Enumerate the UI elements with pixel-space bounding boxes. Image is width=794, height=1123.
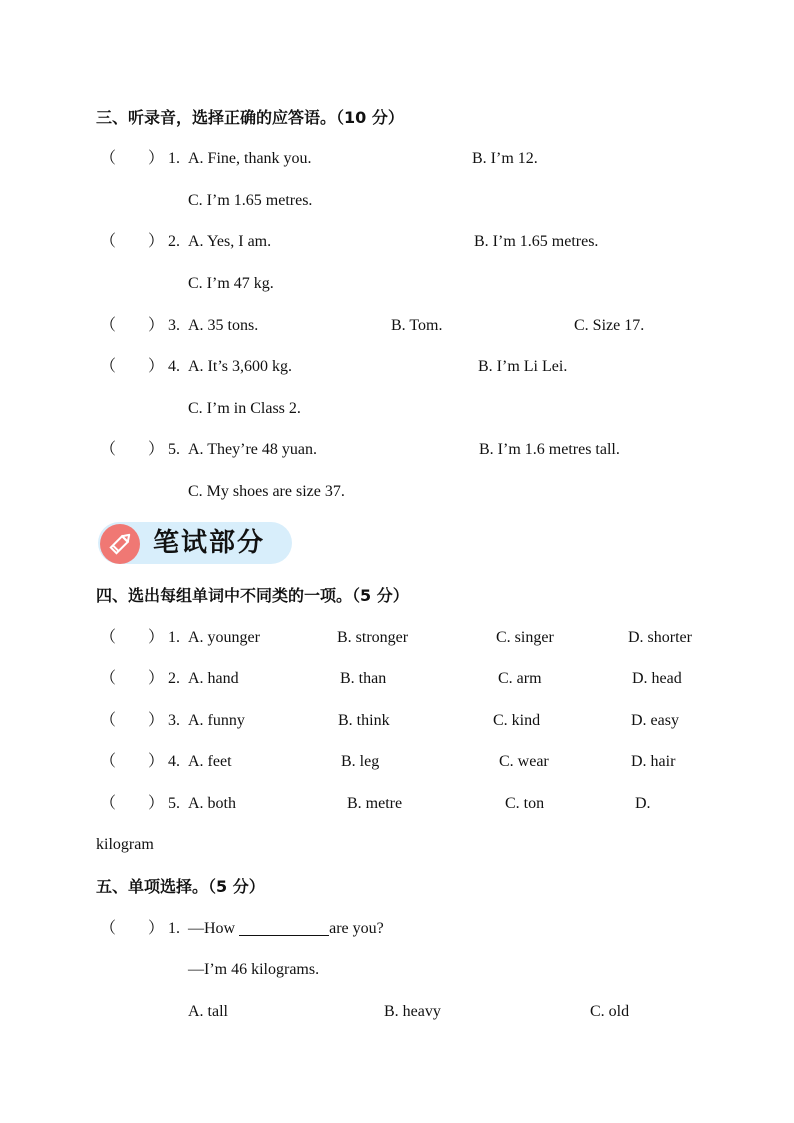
option-a: A. funny (188, 712, 245, 729)
answer-paren[interactable]: （ ） (100, 712, 165, 729)
question-number: 1. (168, 629, 180, 646)
option-c: C. wear (499, 753, 549, 770)
option-a: A. both (188, 795, 236, 812)
option-a: A. It’s 3,600 kg. (188, 358, 292, 375)
option-a: A. feet (188, 753, 232, 770)
option-a: A. 35 tons. (188, 317, 259, 334)
option-b: B. I’m 1.65 metres. (474, 233, 599, 250)
option-a: A. Fine, thank you. (188, 150, 312, 167)
answer-paren[interactable]: （ ） (100, 358, 165, 375)
question-prefix: —How (188, 920, 240, 937)
question-number: 3. (168, 317, 180, 334)
option-c: C. My shoes are size 37. (188, 483, 345, 500)
answer-paren[interactable]: （ ） (100, 317, 165, 334)
option-c: C. old (590, 1003, 630, 1020)
answer-paren[interactable]: （ ） (100, 670, 165, 687)
answer-paren[interactable]: （ ） (100, 150, 165, 167)
option-c: C. ton (505, 795, 545, 812)
question-number: 5. (168, 795, 180, 812)
option-d-continuation: kilogram (96, 836, 154, 853)
option-c: C. Size 17. (574, 317, 645, 334)
option-b: B. Tom. (391, 317, 443, 334)
pencil-icon (100, 524, 140, 564)
option-c: C. arm (498, 670, 542, 687)
question-number: 5. (168, 441, 180, 458)
question-suffix: are you? (329, 920, 384, 937)
option-a: A. Yes, I am. (188, 233, 272, 250)
answer-paren[interactable]: （ ） (100, 753, 165, 770)
option-b: B. than (340, 670, 387, 687)
option-b: B. heavy (384, 1003, 441, 1020)
question-number: 2. (168, 670, 180, 687)
answer-line: —I’m 46 kilograms. (188, 961, 320, 978)
section3-heading: 三、听录音，选择正确的应答语。（10 分） (96, 108, 404, 127)
option-b: B. I’m Li Lei. (478, 358, 568, 375)
option-d: D. easy (631, 712, 679, 729)
question-number: 4. (168, 358, 180, 375)
answer-paren[interactable]: （ ） (100, 441, 165, 458)
option-b: B. leg (341, 753, 380, 770)
option-c: C. I’m 1.65 metres. (188, 192, 313, 209)
banner-title: 笔试部分 (153, 528, 266, 558)
option-d: D. (635, 795, 651, 812)
fill-in-blank[interactable] (239, 919, 329, 936)
answer-paren[interactable]: （ ） (100, 920, 165, 937)
option-c: C. singer (496, 629, 554, 646)
section4-heading: 四、选出每组单词中不同类的一项。（5 分） (96, 586, 409, 605)
question-number: 2. (168, 233, 180, 250)
option-b: B. think (338, 712, 390, 729)
option-c: C. I’m in Class 2. (188, 400, 301, 417)
section5-heading: 五、单项选择。（5 分） (96, 877, 265, 896)
option-a: A. younger (188, 629, 260, 646)
question-number: 1. (168, 150, 180, 167)
option-b: B. I’m 1.6 metres tall. (479, 441, 620, 458)
option-b: B. metre (347, 795, 403, 812)
option-d: D. head (632, 670, 682, 687)
option-d: D. hair (631, 753, 676, 770)
answer-paren[interactable]: （ ） (100, 629, 165, 646)
question-number: 1. (168, 920, 180, 937)
option-a: A. tall (188, 1003, 228, 1020)
option-c: C. I’m 47 kg. (188, 275, 274, 292)
answer-paren[interactable]: （ ） (100, 795, 165, 812)
option-a: A. hand (188, 670, 239, 687)
option-a: A. They’re 48 yuan. (188, 441, 317, 458)
question-number: 3. (168, 712, 180, 729)
answer-paren[interactable]: （ ） (100, 233, 165, 250)
option-d: D. shorter (628, 629, 692, 646)
question-text (188, 919, 384, 939)
question-number: 4. (168, 753, 180, 770)
option-b: B. I’m 12. (472, 150, 538, 167)
option-b: B. stronger (337, 629, 409, 646)
option-c: C. kind (493, 712, 541, 729)
